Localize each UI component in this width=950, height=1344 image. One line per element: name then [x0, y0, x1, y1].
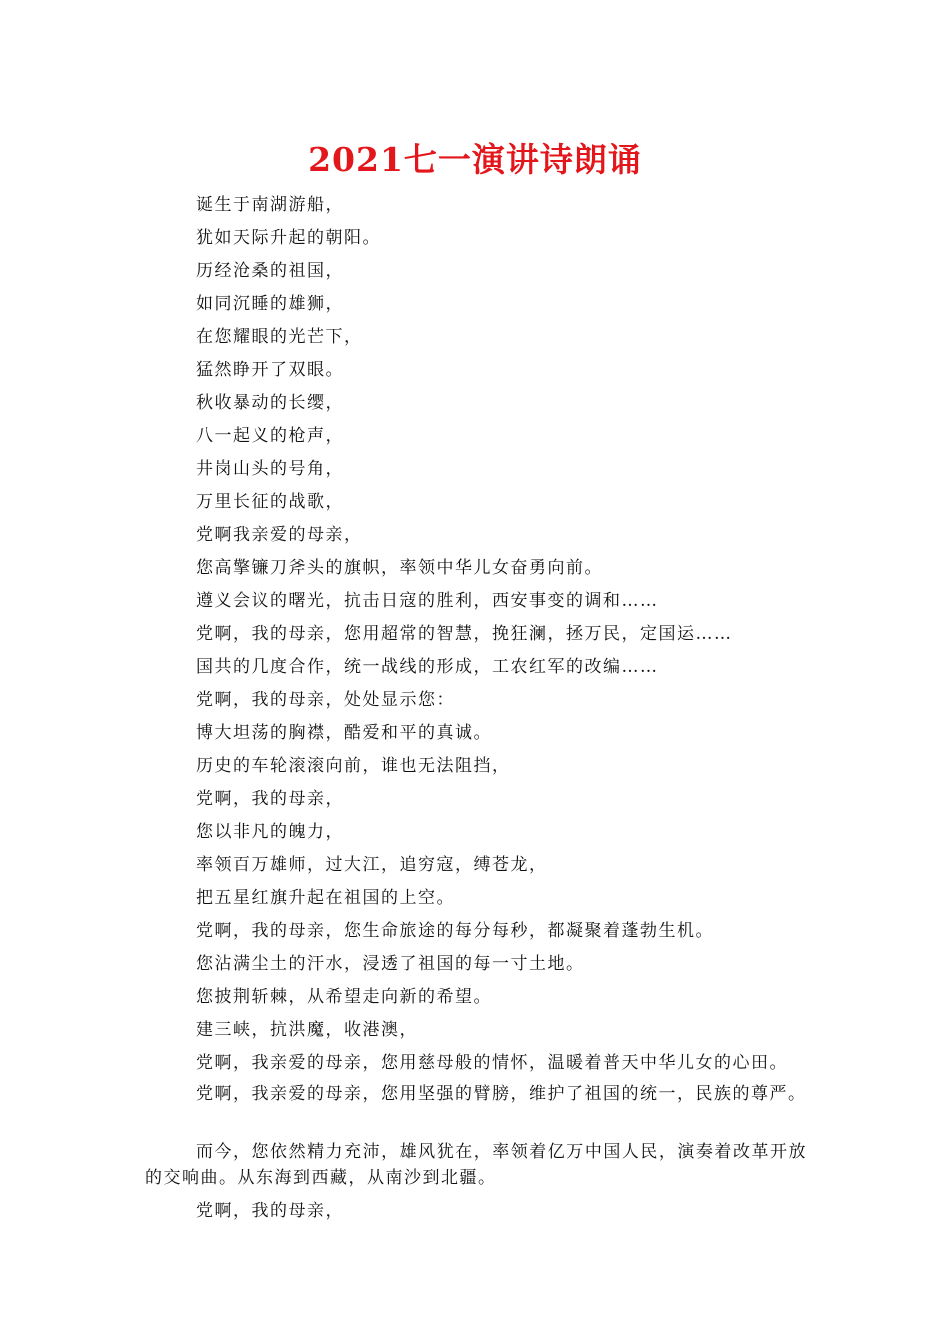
poem-line: 您沾满尘土的汗水，浸透了祖国的每一寸土地。 [196, 954, 585, 974]
poem-paragraph: 党啊，我亲爱的母亲，您用坚强的臂膀，维护了祖国的统一，民族的尊严。 [196, 1084, 807, 1104]
poem-line: 如同沉睡的雄狮， [196, 294, 344, 314]
poem-line: 井岗山头的号角， [196, 459, 344, 479]
poem-line: 犹如天际升起的朝阳。 [196, 228, 381, 248]
poem-line: 党啊，我亲爱的母亲，您用慈母般的情怀，温暖着普天中华儿女的心田。 [196, 1053, 788, 1073]
poem-line: 率领百万雄师，过大江，追穷寇，缚苍龙， [196, 855, 548, 875]
poem-line: 猛然睁开了双眼。 [196, 360, 344, 380]
poem-line: 党啊，我的母亲， [196, 789, 344, 809]
poem-line: 党啊，我的母亲，您用超常的智慧，挽狂澜，拯万民，定国运…… [196, 624, 733, 644]
poem-line: 历经沧桑的祖国， [196, 261, 344, 281]
poem-line: 党啊，我的母亲，处处显示您： [196, 690, 455, 710]
poem-line: 历史的车轮滚滚向前，谁也无法阻挡， [196, 756, 511, 776]
poem-line: 您以非凡的魄力， [196, 822, 344, 842]
document-title: 2021七一演讲诗朗诵 [308, 140, 642, 179]
poem-line: 您披荆斩棘，从希望走向新的希望。 [196, 987, 492, 1007]
poem-line: 党啊，我的母亲，您生命旅途的每分每秒，都凝聚着蓬勃生机。 [196, 921, 714, 941]
poem-line: 您高擎镰刀斧头的旗帜，率领中华儿女奋勇向前。 [196, 558, 603, 578]
poem-line: 八一起义的枪声， [196, 426, 344, 446]
poem-line: 党啊我亲爱的母亲， [196, 525, 363, 545]
poem-line: 遵义会议的曙光，抗击日寇的胜利，西安事变的调和…… [196, 591, 659, 611]
poem-line: 建三峡，抗洪魔，收港澳， [196, 1020, 418, 1040]
poem-line: 秋收暴动的长缨， [196, 393, 344, 413]
poem-line: 在您耀眼的光芒下， [196, 327, 363, 347]
poem-line: 万里长征的战歌， [196, 492, 344, 512]
poem-paragraph: 而今，您依然精力充沛，雄风犹在，率领着亿万中国人民，演奏着改革开放的交响曲。从东海到西藏，从南沙到北疆。 [145, 1142, 807, 1188]
poem-line: 党啊，我的母亲， [196, 1201, 344, 1221]
poem-line: 国共的几度合作，统一战线的形成，工农红军的改编…… [196, 657, 659, 677]
poem-line: 诞生于南湖游船， [196, 195, 344, 215]
poem-line: 把五星红旗升起在祖国的上空。 [196, 888, 455, 908]
poem-line: 博大坦荡的胸襟，酷爱和平的真诚。 [196, 723, 492, 743]
